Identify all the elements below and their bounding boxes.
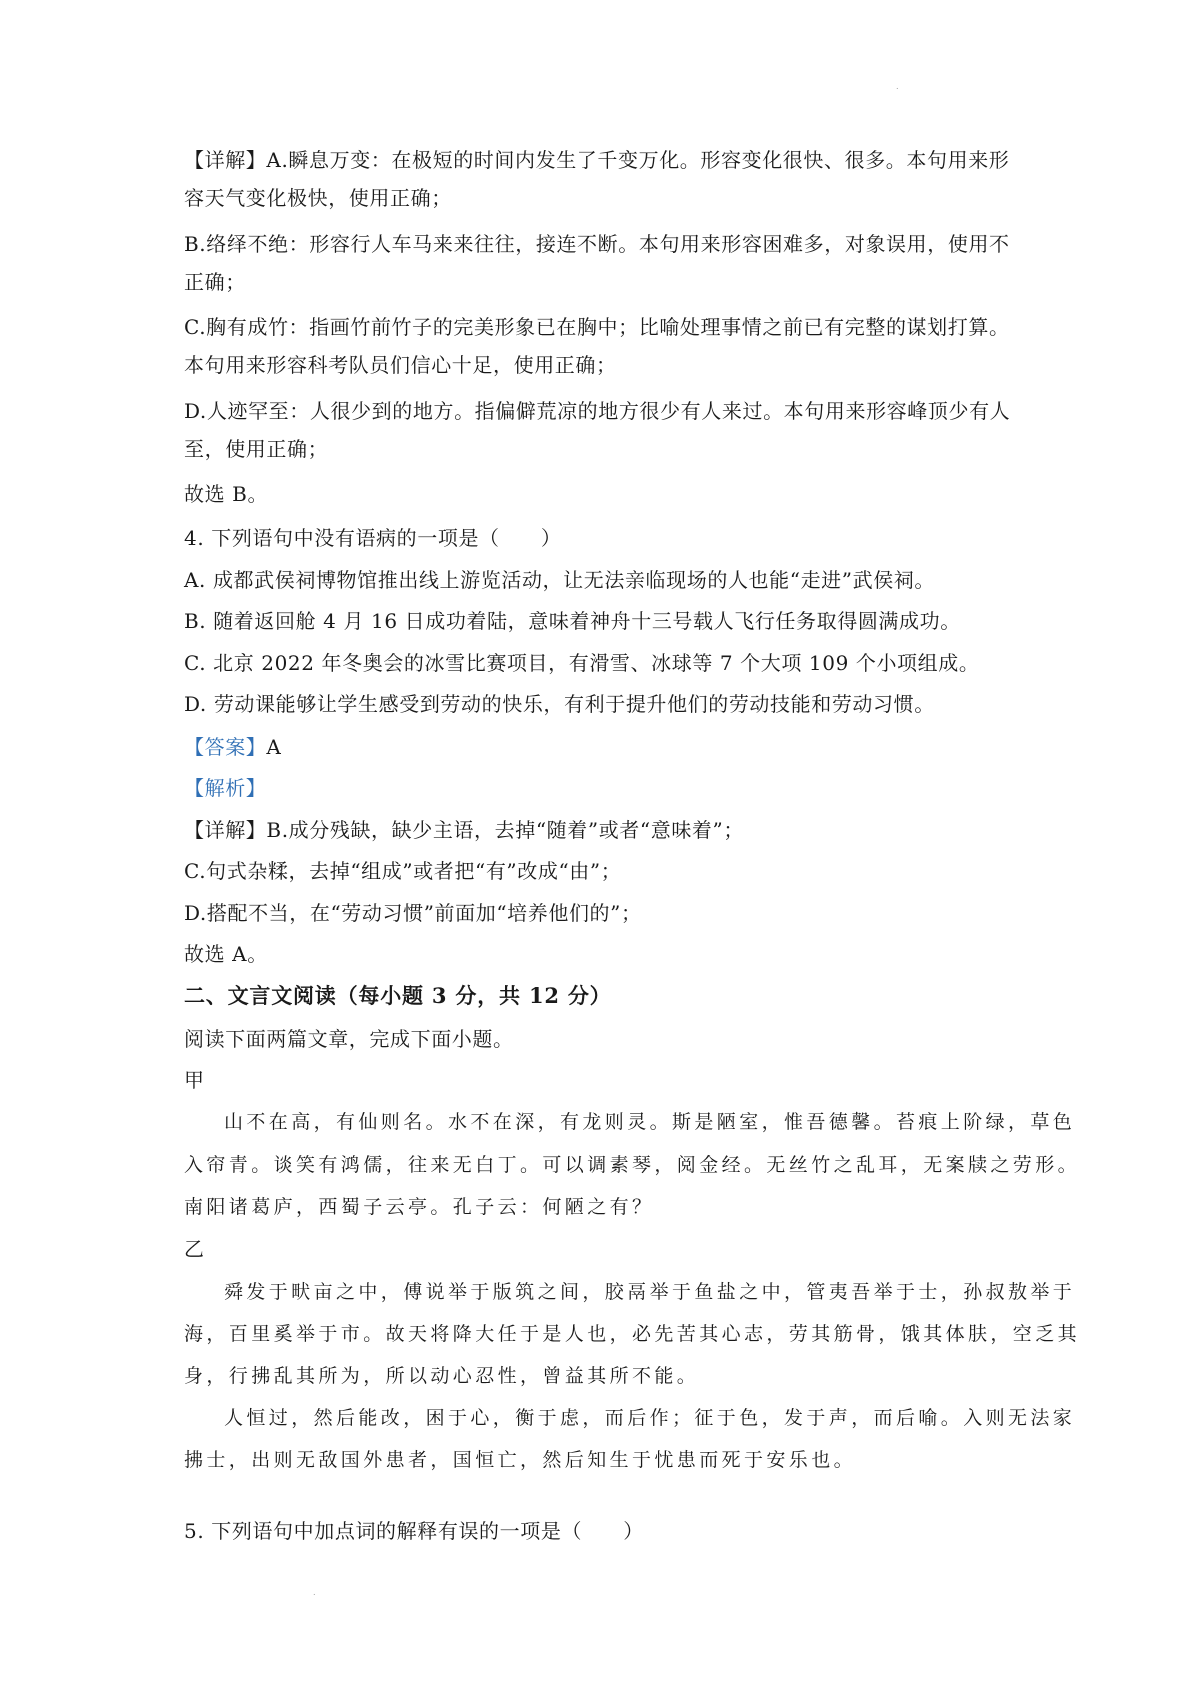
answer-value: A: [266, 735, 282, 759]
passage-yi-line: 人恒过，然后能改，困于心，衡于虑，而后作；征于色，发于声，而后喻。入则无法家: [224, 1407, 1076, 1429]
conclusion-line: 故选 B。: [184, 482, 269, 506]
analysis-label: 【解析】: [184, 776, 267, 800]
explanation-line: B.络绎不绝：形容行人车马来来往往，接连不断。本句用来形容困难多，对象误用，使用不: [184, 232, 1010, 256]
scan-speck: .: [896, 82, 899, 91]
question-4-option-d: D. 劳动课能够让学生感受到劳动的快乐，有利于提升他们的劳动技能和劳动习惯。: [184, 692, 935, 716]
explanation-line: 本句用来形容科考队员们信心十足，使用正确；: [184, 353, 617, 377]
question-4-option-c: C. 北京 2022 年冬奥会的冰雪比赛项目，有滑雪、冰球等 7 个大项 109 个小项组成。: [184, 651, 980, 675]
instruction-line: 阅读下面两篇文章，完成下面小题。: [184, 1027, 514, 1051]
passage-jia-line: 南阳诸葛庐，西蜀子云亭。孔子云：何陋之有？: [184, 1196, 655, 1218]
answer-label: 【答案】: [184, 735, 267, 759]
passage-label-yi: 乙: [184, 1237, 205, 1261]
passage-yi-line: 海，百里奚举于市。故天将降大任于是人也，必先苦其心志，劳其筋骨，饿其体肤，空乏其: [184, 1323, 1081, 1345]
explanation-line: 【详解】B.成分残缺，缺少主语，去掉“随着”或者“意味着”；: [184, 818, 744, 842]
explanation-line: C.胸有成竹：指画竹前竹子的完美形象已在胸中；比喻处理事情之前已有完整的谋划打算。: [184, 315, 1010, 339]
answer-line: [184, 733, 1034, 761]
question-5-stem: 5. 下列语句中加点词的解释有误的一项是（ ）: [184, 1519, 644, 1543]
passage-jia-line: 入帘青。谈笑有鸿儒，往来无白丁。可以调素琴，阅金经。无丝竹之乱耳，无案牍之劳形。: [184, 1154, 1081, 1176]
explanation-line: C.句式杂糅，去掉“组成”或者把“有”改成“由”；: [184, 859, 622, 883]
section-heading: 二、文言文阅读（每小题 3 分，共 12 分）: [184, 983, 612, 1008]
question-4-stem: 4. 下列语句中没有语病的一项是（ ）: [184, 526, 562, 550]
explanation-line: 【详解】A.瞬息万变：在极短的时间内发生了千变万化。形容变化很快、很多。本句用来形: [184, 148, 1010, 172]
passage-yi-line: 舜发于畎亩之中，傅说举于版筑之间，胶鬲举于鱼盐之中，管夷吾举于士，孙叔敖举于: [224, 1281, 1076, 1303]
passage-jia-line: 山不在高，有仙则名。水不在深，有龙则灵。斯是陋室，惟吾德馨。苔痕上阶绿，草色: [224, 1111, 1076, 1133]
explanation-line: 容天气变化极快，使用正确；: [184, 186, 452, 210]
explanation-line: D.搭配不当，在“劳动习惯”前面加“培养他们的”；: [184, 901, 642, 925]
scan-speck: .: [313, 1588, 316, 1597]
passage-label-jia: 甲: [184, 1068, 205, 1092]
explanation-line: 至，使用正确；: [184, 437, 329, 461]
passage-yi-line: 身，行拂乱其所为，所以动心忍性，曾益其所不能。: [184, 1365, 700, 1387]
explanation-line: D.人迹罕至：人很少到的地方。指偏僻荒凉的地方很少有人来过。本句用来形容峰顶少有人: [184, 399, 1011, 423]
passage-yi-line: 拂士，出则无敌国外患者，国恒亡，然后知生于忧患而死于安乐也。: [184, 1449, 857, 1471]
conclusion-line: 故选 A。: [184, 942, 268, 966]
question-4-option-b: B. 随着返回舱 4 月 16 日成功着陆，意味着神舟十三号载人飞行任务取得圆满成功。: [184, 609, 961, 633]
explanation-line: 正确；: [184, 270, 246, 294]
question-4-option-a: A. 成都武侯祠博物馆推出线上游览活动，让无法亲临现场的人也能“走进”武侯祠。: [184, 568, 936, 592]
